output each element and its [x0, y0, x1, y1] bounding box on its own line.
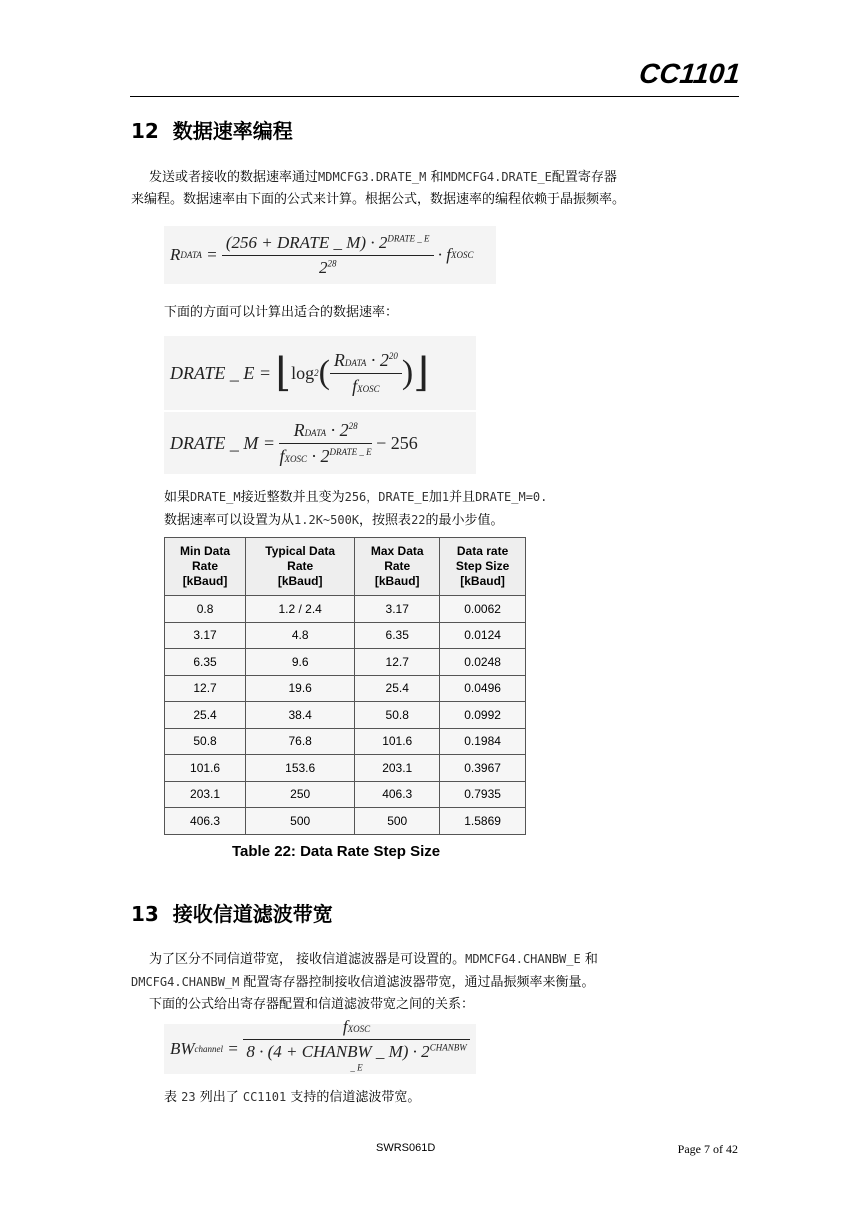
formula-subscript: XOSC — [347, 1023, 371, 1034]
formula-symbol: · f — [437, 245, 451, 264]
table-cell: 250 — [246, 781, 355, 808]
table-row — [165, 728, 526, 755]
table-row — [165, 781, 526, 808]
formula-subscript: DATA — [344, 357, 367, 368]
text: 数据速率可以设置为从 — [164, 513, 295, 528]
formula-fraction — [222, 233, 434, 278]
formula-subscript: channel — [194, 1044, 224, 1054]
formula-superscript: 28 — [327, 257, 337, 268]
table-row — [165, 808, 526, 835]
formula-subscript: XOSC — [357, 383, 380, 394]
formula-symbol: R — [170, 245, 181, 264]
table-cell: 406.3 — [165, 808, 246, 835]
brand-logo: CC1101 — [637, 58, 742, 89]
table-cell: 153.6 — [246, 755, 355, 782]
section-12-title: 数据速率编程 — [172, 119, 293, 143]
table-cell: 0.0992 — [440, 702, 526, 729]
formula-numerator: · 2 — [326, 419, 349, 440]
formula-fraction — [279, 420, 371, 467]
column-header: Data rate Step Size [kBaud] — [440, 538, 526, 596]
formula-superscript: DRATE _ E — [329, 446, 372, 457]
formula-symbol: DRATE _ M = — [170, 432, 275, 453]
table-cell: 203.1 — [165, 781, 246, 808]
text: 的最小步值。 — [425, 513, 504, 528]
register-name: DMCFG4.CHANBW_M — [131, 975, 240, 989]
text: 加 — [428, 490, 442, 505]
text: 如果 — [164, 490, 191, 505]
formula-numerator: f — [342, 1016, 348, 1036]
table-cell: 25.4 — [165, 702, 246, 729]
formula-denominator: f — [352, 375, 358, 396]
table-cell: 50.8 — [165, 728, 246, 755]
text: 发送或者接收的数据速率通过 — [149, 170, 319, 185]
table-cell: 500 — [355, 808, 440, 835]
text: 和 — [580, 952, 598, 967]
formula-denominator: 2 — [318, 257, 328, 277]
section-13-paragraph-1 — [131, 948, 743, 1016]
table-cell: 0.0248 — [440, 649, 526, 676]
table-row — [165, 675, 526, 702]
table-caption: Table 22: Data Rate Step Size — [232, 843, 441, 860]
formula-subscript: 2 — [314, 368, 319, 378]
section-12-paragraph-1 — [131, 166, 743, 211]
table-cell: 101.6 — [355, 728, 440, 755]
table-reference: 22 — [411, 513, 426, 527]
table-cell: 1.2 / 2.4 — [246, 596, 355, 623]
section-13-heading — [131, 898, 333, 927]
header-rule — [130, 96, 739, 97]
formula-denominator: · 2 — [306, 445, 330, 466]
table-cell: 38.4 — [246, 702, 355, 729]
register-name: MDMCFG4.CHANBW_E — [465, 952, 581, 966]
table-cell: 0.0124 — [440, 622, 526, 649]
text: 表 — [164, 1090, 182, 1105]
section-13-title: 接收信道滤波带宽 — [172, 902, 333, 926]
text: 和 — [426, 170, 444, 185]
register-name: 256，DRATE_E — [344, 490, 429, 504]
formula-fraction — [243, 1017, 470, 1082]
table-row — [165, 596, 526, 623]
text: 下面的公式给出寄存器配置和信道滤波带宽之间的关系： — [149, 997, 475, 1012]
table-cell: 0.3967 — [440, 755, 526, 782]
table-reference: 23 — [181, 1090, 196, 1104]
formula-symbol: DRATE _ E = — [170, 362, 271, 383]
table-cell: 406.3 — [355, 781, 440, 808]
data-rate-table — [164, 537, 526, 835]
register-name: MDMCFG3.DRATE_M — [318, 170, 427, 184]
text: 配置寄存器控制接收信道滤波器带宽，通过晶振频率来衡量。 — [239, 975, 595, 990]
footer-doc-code: SWRS061D — [376, 1142, 436, 1154]
table-cell: 1.5869 — [440, 808, 526, 835]
table-header-row — [165, 538, 526, 596]
section-13-number: 13 — [131, 902, 159, 926]
text: 来编程。数据速率由下面的公式来计算。根据公式，数据速率的编程依赖于晶振频率。 — [131, 192, 626, 207]
table-cell: 12.7 — [355, 649, 440, 676]
table-cell: 0.1984 — [440, 728, 526, 755]
table-cell: 9.6 — [246, 649, 355, 676]
formula-subscript: XOSC — [451, 250, 474, 260]
table-cell: 3.17 — [355, 596, 440, 623]
table-cell: 101.6 — [165, 755, 246, 782]
section-12-number: 12 — [131, 119, 159, 143]
table-cell: 6.35 — [355, 622, 440, 649]
table-cell: 19.6 — [246, 675, 355, 702]
table-row — [165, 702, 526, 729]
table-row — [165, 649, 526, 676]
section-13-paragraph-2 — [164, 1086, 420, 1109]
table-cell: 76.8 — [246, 728, 355, 755]
text: 支持的信道滤波带宽。 — [286, 1090, 421, 1105]
table-cell: 6.35 — [165, 649, 246, 676]
section-12-heading — [131, 115, 293, 144]
register-name: DRATE_M=0. — [475, 490, 548, 504]
footer-page-number: Page 7 of 42 — [677, 1142, 738, 1156]
formula-numerator: R — [293, 419, 305, 440]
formula-fraction — [330, 350, 402, 397]
text: 接近整数并且变为 — [240, 490, 345, 505]
column-header: Max Data Rate [kBaud] — [355, 538, 440, 596]
text: 并且 — [449, 490, 476, 505]
table-cell: 0.7935 — [440, 781, 526, 808]
table-cell: 500 — [246, 808, 355, 835]
register-name: 1 — [441, 490, 450, 504]
formula-subscript: DATA — [180, 250, 202, 260]
table-row — [165, 755, 526, 782]
table-cell: 25.4 — [355, 675, 440, 702]
formula-drate-e: DRATE _ E = ⌊ log 2 ( $\frac{RDATA \cdot 2^{20}}{\text{fXOSC}}$ ) ⌋ — [164, 336, 476, 410]
formula-subscript: DATA — [304, 427, 327, 438]
formula-numerator: R — [333, 349, 345, 370]
section-12-paragraph-3 — [164, 486, 744, 532]
table-cell: 0.8 — [165, 596, 246, 623]
table-cell: 4.8 — [246, 622, 355, 649]
table-cell: 50.8 — [355, 702, 440, 729]
formula-subscript: XOSC — [284, 453, 307, 464]
formula-numerator: · 2 — [366, 349, 389, 370]
text: 配置寄存器 — [551, 170, 617, 185]
formula-superscript: 28 — [348, 420, 358, 431]
formula-bandwidth: BW channel = $\frac{\text{fXOSC}}{8 \cdot (4 + CHANBW \_ M) \cdot 2^{CHANBW \_ E}}$ — [164, 1024, 476, 1074]
formula-log: log — [291, 362, 315, 383]
table-cell: 0.0496 — [440, 675, 526, 702]
formula-superscript: 20 — [388, 350, 398, 361]
table-cell: 3.17 — [165, 622, 246, 649]
formula-drate-m — [164, 412, 476, 474]
column-header: Min Data Rate [kBaud] — [165, 538, 246, 596]
text: 列出了 — [195, 1090, 243, 1105]
formula-rdata: R DATA = $\frac{(256 + DRATE \_ M) \cdot 2^{DRATE \_ E}}{2^{28}}$ · f XOSC — [164, 226, 496, 284]
product-name: CC1101 — [242, 1090, 287, 1104]
column-header: Typical Data Rate [kBaud] — [246, 538, 355, 596]
table-cell: 203.1 — [355, 755, 440, 782]
text: 为了区分不同信道带宽， 接收信道滤波器是可设置的。 — [149, 952, 466, 967]
register-name: MDMCFG4.DRATE_E — [443, 170, 552, 184]
formula-superscript: DRATE _ E — [387, 232, 430, 243]
table-cell: 12.7 — [165, 675, 246, 702]
formula-superscript: CHANBW _ E — [350, 1041, 467, 1072]
value-range: 1.2K~500K — [294, 513, 360, 527]
section-12-paragraph-2: 下面的方面可以计算出适合的数据速率： — [164, 305, 399, 320]
formula-symbol: BW — [170, 1039, 195, 1058]
table-cell: 0.0062 — [440, 596, 526, 623]
text: ，按照表 — [359, 513, 412, 528]
table-row — [165, 622, 526, 649]
formula-denominator: 8 · (4 + CHANBW _ M) · 2 — [246, 1041, 430, 1061]
formula-denominator: f — [279, 445, 285, 466]
formula-numerator: (256 + DRATE _ M) · 2 — [225, 232, 388, 252]
register-name: DRATE_M — [190, 490, 241, 504]
formula-symbol: − 256 — [376, 432, 418, 453]
